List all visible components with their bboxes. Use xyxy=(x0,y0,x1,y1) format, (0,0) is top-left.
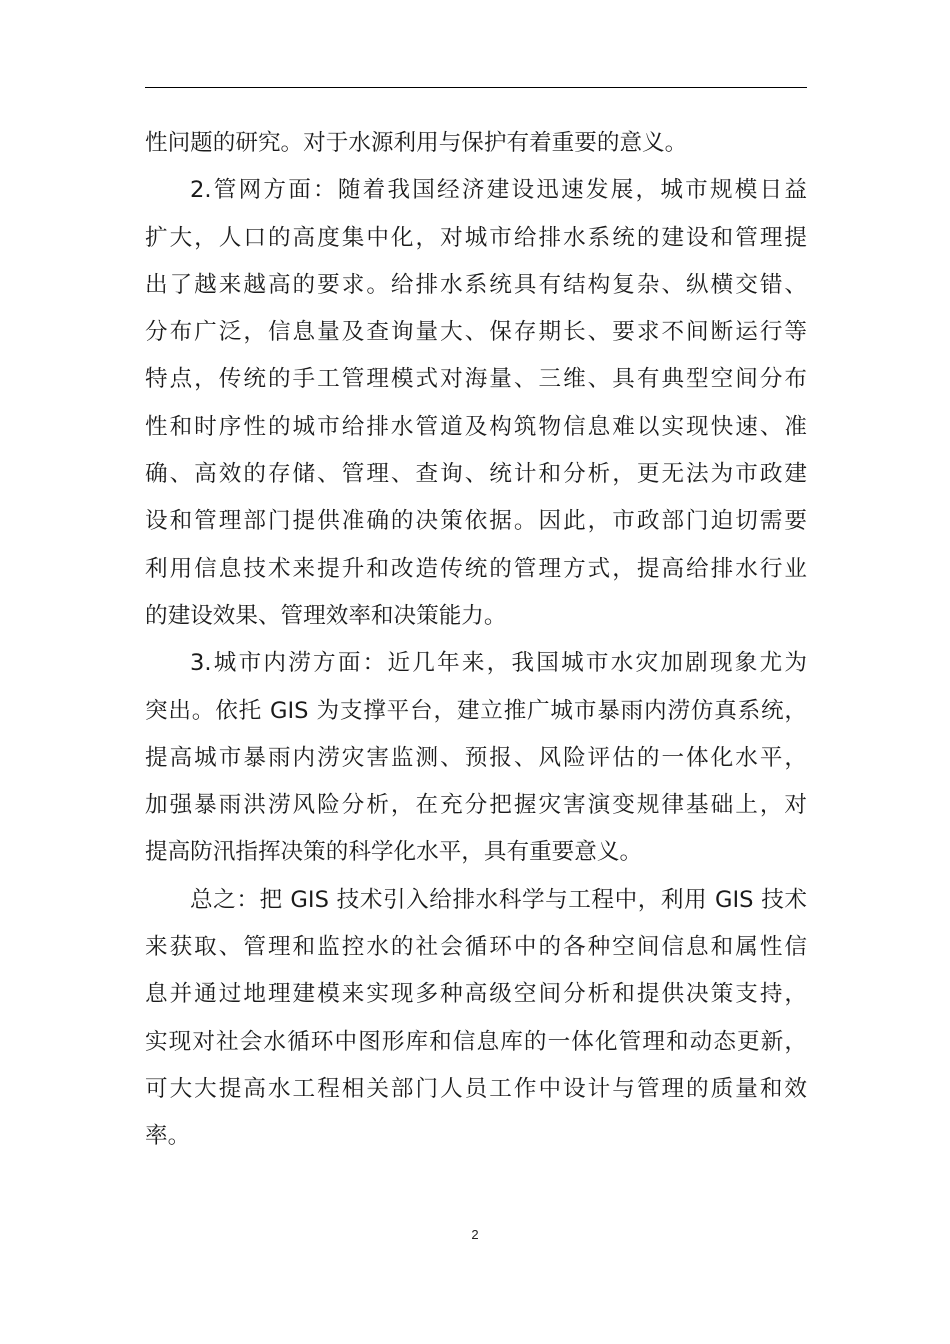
text-line: 来获取、管理和监控水的社会循环中的各种空间信息和属性信 xyxy=(145,934,807,961)
body-text xyxy=(145,120,807,1161)
text-line: 利用信息技术来提升和改造传统的管理方式，提高给排水行业 xyxy=(145,555,807,582)
header-rule xyxy=(145,87,807,88)
text-line: 提高防汛指挥决策的科学化水平，具有重要意义。 xyxy=(145,839,643,866)
text-line: 性问题的研究。对于水源利用与保护有着重要的意义。 xyxy=(145,130,688,156)
text-line: 确、高效的存储、管理、查询、统计和分析，更无法为市政建 xyxy=(145,461,807,488)
text-line: 可大大提高水工程相关部门人员工作中设计与管理的质量和效 xyxy=(145,1075,807,1102)
text-line: 的建设效果、管理效率和决策能力。 xyxy=(145,602,507,629)
text-line: 提高城市暴雨内涝灾害监测、预报、风险评估的一体化水平， xyxy=(145,744,807,771)
text-line: 扩大，人口的高度集中化，对城市给排水系统的建设和管理提 xyxy=(145,224,807,251)
text-line: 突出。依托 GIS 为支撑平台，建立推广城市暴雨内涝仿真系统， xyxy=(145,697,807,724)
text-line: 率。 xyxy=(145,1123,191,1150)
text-line: 息并通过地理建模来实现多种高级空间分析和提供决策支持， xyxy=(145,981,807,1008)
text-line: 3.城市内涝方面：近几年来，我国城市水灾加剧现象尤为 xyxy=(190,650,807,677)
text-line: 特点，传统的手工管理模式对海量、三维、具有典型空间分布 xyxy=(145,366,807,393)
text-line: 实现对社会水循环中图形库和信息库的一体化管理和动态更新， xyxy=(145,1028,807,1055)
page-number: 2 xyxy=(471,1227,479,1242)
text-line: 2.管网方面：随着我国经济建设迅速发展，城市规模日益 xyxy=(190,177,807,204)
text-line: 设和管理部门提供准确的决策依据。因此，市政部门迫切需要 xyxy=(145,508,807,535)
text-line: 性和时序性的城市给排水管道及构筑物信息难以实现快速、准 xyxy=(145,413,807,440)
text-line: 加强暴雨洪涝风险分析，在充分把握灾害演变规律基础上，对 xyxy=(145,792,807,819)
text-line: 总之：把 GIS 技术引入给排水科学与工程中，利用 GIS 技术 xyxy=(190,886,807,913)
text-line: 出了越来越高的要求。给排水系统具有结构复杂、纵横交错、 xyxy=(145,271,807,298)
text-line: 分布广泛，信息量及查询量大、保存期长、要求不间断运行等 xyxy=(145,319,807,346)
